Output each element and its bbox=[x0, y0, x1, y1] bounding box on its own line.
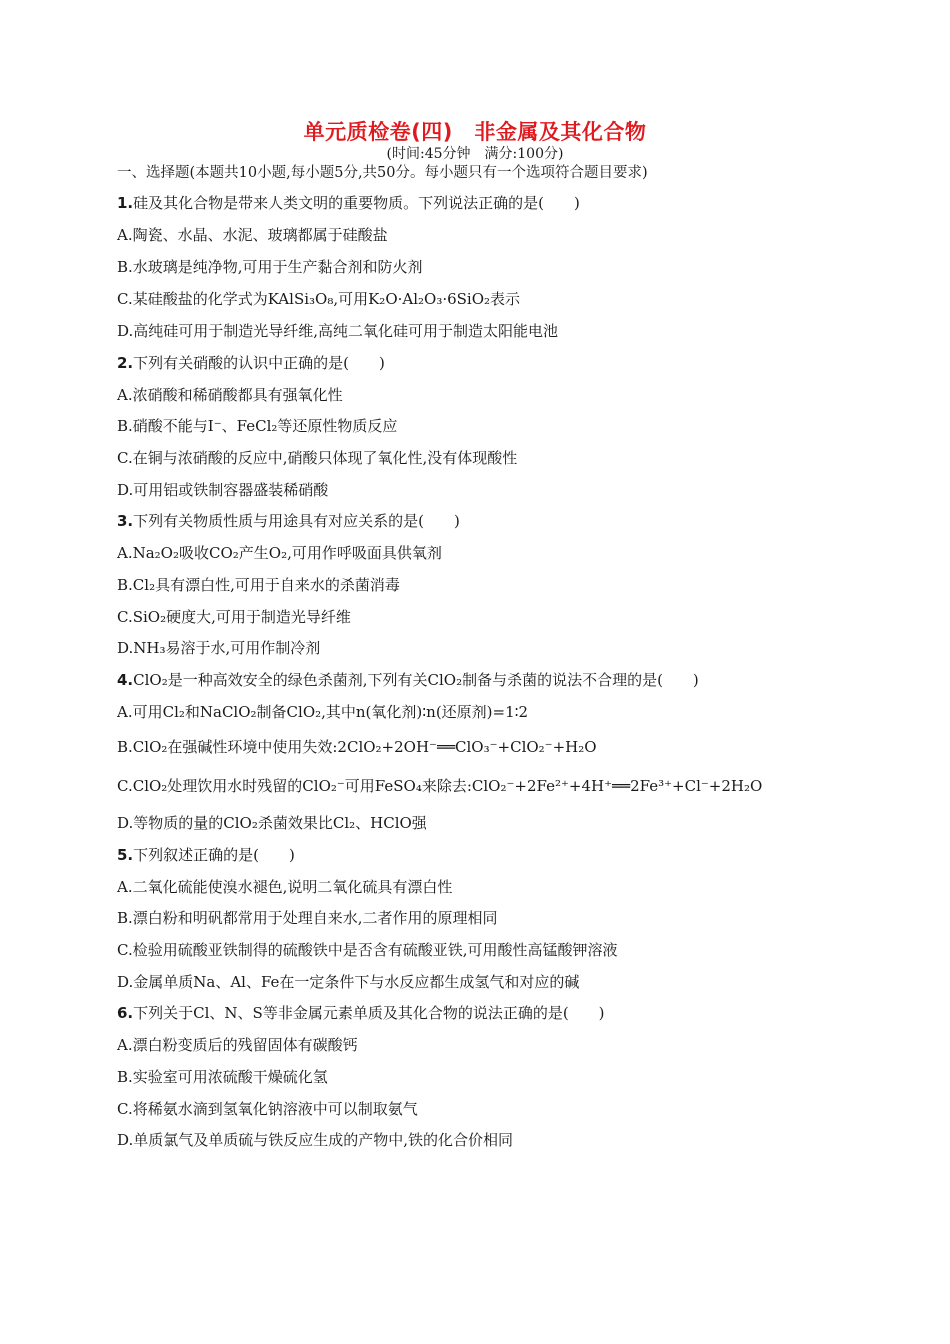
exam-time-score: (时间:45分钟 满分:100分) bbox=[386, 146, 564, 162]
question-3-option-d: D.NH₃易溶于水,可用作制冷剂 bbox=[117, 639, 321, 657]
question-1-option-a: A.陶瓷、水晶、水泥、玻璃都属于硅酸盐 bbox=[117, 226, 388, 244]
question-5-stem: 5.下列叙述正确的是( ) bbox=[117, 846, 295, 864]
question-1-stem: 1.硅及其化合物是带来人类文明的重要物质。下列说法正确的是( ) bbox=[117, 194, 580, 212]
question-3-option-c: C.SiO₂硬度大,可用于制造光导纤维 bbox=[117, 608, 351, 626]
question-3-stem: 3.下列有关物质性质与用途具有对应关系的是( ) bbox=[117, 512, 460, 530]
question-1-option-b: B.水玻璃是纯净物,可用于生产黏合剂和防火剂 bbox=[117, 258, 423, 276]
question-4-option-d: D.等物质的量的ClO₂杀菌效果比Cl₂、HClO强 bbox=[117, 814, 427, 832]
question-2-option-c: C.在铜与浓硝酸的反应中,硝酸只体现了氧化性,没有体现酸性 bbox=[117, 449, 518, 467]
question-2-option-d: D.可用铝或铁制容器盛装稀硝酸 bbox=[117, 481, 329, 499]
question-1-option-d: D.高纯硅可用于制造光导纤维,高纯二氧化硅可用于制造太阳能电池 bbox=[117, 322, 559, 340]
section-heading: 一、选择题(本题共10小题,每小题5分,共50分。每小题只有一个选项符合题目要求) bbox=[117, 165, 648, 181]
question-5-option-b: B.漂白粉和明矾都常用于处理自来水,二者作用的原理相同 bbox=[117, 909, 498, 927]
question-5-option-d: D.金属单质Na、Al、Fe在一定条件下与水反应都生成氢气和对应的碱 bbox=[117, 973, 580, 991]
question-6-stem: 6.下列关于Cl、N、S等非金属元素单质及其化合物的说法正确的是( ) bbox=[117, 1004, 605, 1022]
question-1-option-c: C.某硅酸盐的化学式为KAlSi₃O₈,可用K₂O·Al₂O₃·6SiO₂表示 bbox=[117, 290, 521, 308]
question-6-option-b: B.实验室可用浓硫酸干燥硫化氢 bbox=[117, 1068, 328, 1086]
question-3-option-a: A.Na₂O₂吸收CO₂产生O₂,可用作呼吸面具供氧剂 bbox=[117, 544, 442, 562]
question-4-stem: 4.ClO₂是一种高效安全的绿色杀菌剂,下列有关ClO₂制备与杀菌的说法不合理的是( ) bbox=[117, 671, 699, 689]
question-4-option-b: B.ClO₂在强碱性环境中使用失效:2ClO₂+2OH⁻══ClO₃⁻+ClO₂⁻+H₂O bbox=[117, 738, 597, 756]
page-title: 单元质检卷(四) 非金属及其化合物 bbox=[303, 120, 647, 144]
question-4-option-c: C.ClO₂处理饮用水时残留的ClO₂⁻可用FeSO₄来除去:ClO₂⁻+2Fe²⁺+4H⁺══2Fe³⁺+Cl⁻+2H₂O bbox=[117, 777, 763, 795]
question-2-option-a: A.浓硝酸和稀硝酸都具有强氧化性 bbox=[117, 386, 343, 404]
question-3-option-b: B.Cl₂具有漂白性,可用于自来水的杀菌消毒 bbox=[117, 576, 400, 594]
question-4-option-a: A.可用Cl₂和NaClO₂制备ClO₂,其中n(氧化剂)∶n(还原剂)=1∶2 bbox=[117, 703, 529, 721]
question-2-stem: 2.下列有关硝酸的认识中正确的是( ) bbox=[117, 354, 385, 372]
question-6-option-a: A.漂白粉变质后的残留固体有碳酸钙 bbox=[117, 1036, 358, 1054]
question-5-option-c: C.检验用硫酸亚铁制得的硫酸铁中是否含有硫酸亚铁,可用酸性高锰酸钾溶液 bbox=[117, 941, 618, 959]
question-5-option-a: A.二氧化硫能使溴水褪色,说明二氧化硫具有漂白性 bbox=[117, 878, 453, 896]
question-2-option-b: B.硝酸不能与I⁻、FeCl₂等还原性物质反应 bbox=[117, 417, 398, 435]
question-6-option-d: D.单质氯气及单质硫与铁反应生成的产物中,铁的化合价相同 bbox=[117, 1131, 514, 1149]
question-6-option-c: C.将稀氨水滴到氢氧化钠溶液中可以制取氨气 bbox=[117, 1100, 418, 1118]
